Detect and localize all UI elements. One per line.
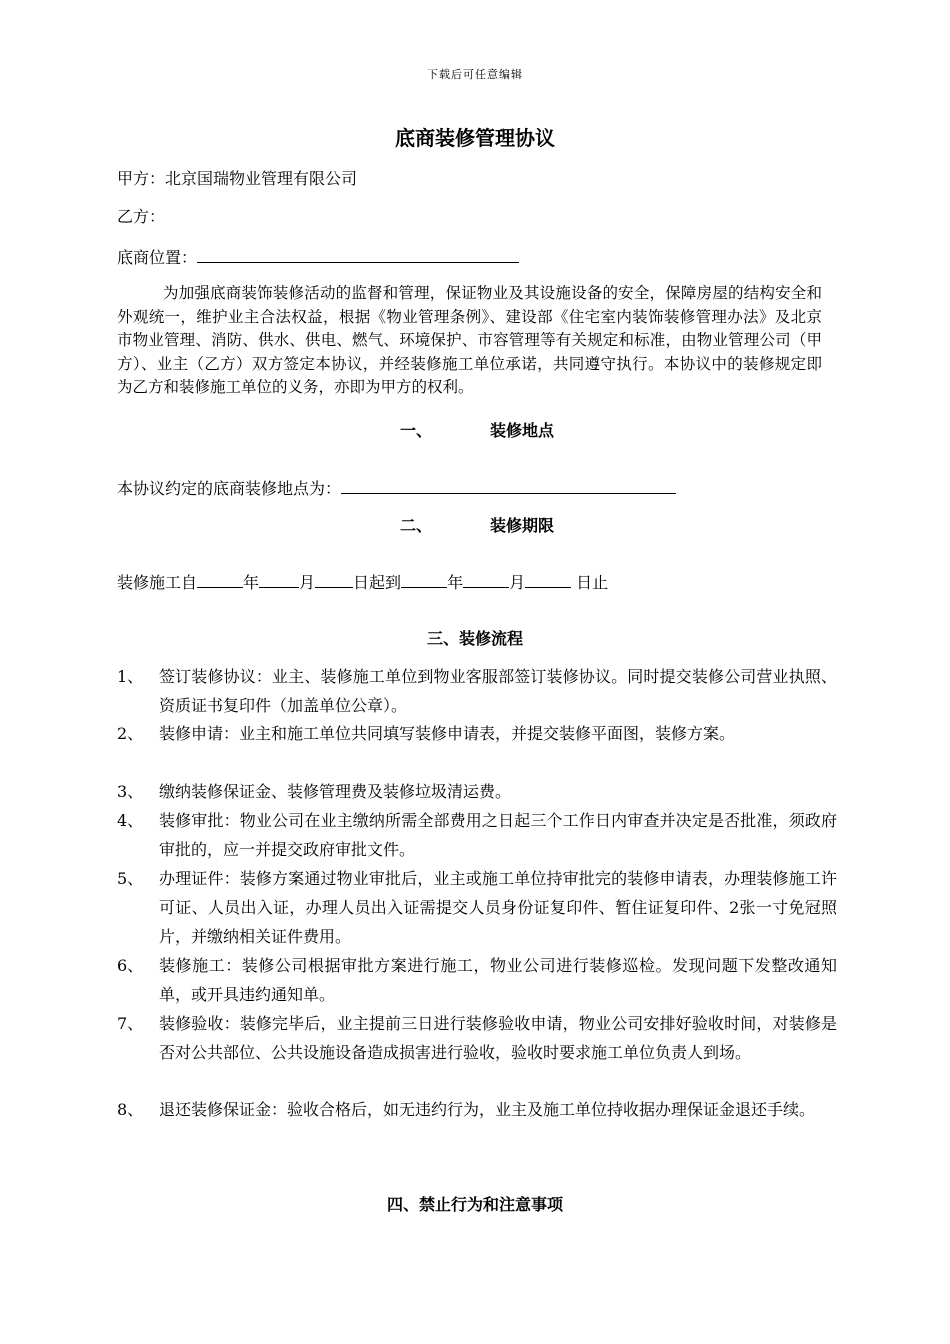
list-item-text: 装修审批：物业公司在业主缴纳所需全部费用之日起三个工作日内审查并决定是否批准，须政府审批的，应一并提交政府审批文件。 [159,811,837,859]
period-month-2: 月 [509,573,526,592]
section-2-heading [0,513,950,536]
header-note: 下载后可任意编辑 [427,68,523,81]
section-1-heading [0,418,950,441]
document-title: 底商装修管理协议 [395,126,555,150]
list-item [117,1095,837,1124]
section-1-number: 一、 [399,421,432,440]
list-item-text: 装修施工：装修公司根据审批方案进行施工，物业公司进行装修巡检。发现问题下发整改通知单，或开具违约通知单。 [159,956,837,1004]
section-3-heading: 三、装修流程 [426,629,523,648]
section-2-number: 二、 [399,516,432,535]
list-item-index: 1、 [117,667,144,686]
period-year-2: 年 [447,573,464,592]
list-item-index: 2、 [117,724,144,743]
period-line [117,569,608,594]
list-item-index: 6、 [117,956,144,975]
list-item-index: 5、 [117,869,144,888]
list-item-text: 办理证件：装修方案通过物业审批后，业主或施工单位持审批完的装修申请表，办理装修施工许可证、人员出入证，办理人员出入证需提交人员身份证复印件、暂住证复印件、2张一寸免冠照片，并缴纳相关证件费用。 [159,869,837,946]
list-item-index: 3、 [117,782,144,801]
list-item [117,662,837,720]
location-label: 底商位置： [117,248,198,267]
list-item-text: 签订装修协议：业主、装修施工单位到物业客服部签订装修协议。同时提交装修公司营业执照、资质证书复印件（加盖单位公章）。 [159,667,837,715]
period-end: 日止 [571,573,609,592]
list-item [117,806,837,864]
site-blank[interactable] [341,475,676,494]
list-item [117,719,837,748]
end-month-blank[interactable] [463,569,509,588]
period-month-1: 月 [299,573,316,592]
list-item-text: 装修申请：业主和施工单位共同填写装修申请表，并提交装修平面图，装修方案。 [159,724,736,743]
list-item-index: 4、 [117,811,144,830]
location-line [117,244,519,269]
start-day-blank[interactable] [315,569,353,588]
list-item-index: 8、 [117,1100,144,1119]
list-item [117,951,837,1009]
section-4-heading: 四、禁止行为和注意事项 [386,1195,563,1214]
list-item [117,777,837,806]
start-year-blank[interactable] [197,569,243,588]
list-item [117,864,837,951]
period-start: 装修施工自 [117,573,198,592]
intro-paragraph: 为加强底商装饰装修活动的监督和管理，保证物业及其设施设备的安全，保障房屋的结构安全和外观统一，维护业主合法权益，根据《物业管理条例》、建设部《住宅室内装饰装修管理办法》及北京市物业管理、消防、供水、供电、燃气、环境保护、市容管理等有关规定和标准，由物业管理公司（甲方）、业主（乙方）双方签定本协议，并经装修施工单位承诺，共同遵守执行。本协议中的装修规定即为乙方和装修施工单位的义务，亦即为甲方的权利。 [117,284,822,397]
party-b-line: 乙方： [117,207,166,226]
list-item-index: 7、 [117,1014,144,1033]
end-day-blank[interactable] [525,569,571,588]
list-item-text: 缴纳装修保证金、装修管理费及装修垃圾清运费。 [159,782,512,801]
site-line [117,475,676,500]
start-month-blank[interactable] [259,569,299,588]
location-blank[interactable] [197,244,519,263]
site-label: 本协议约定的底商装修地点为： [117,479,342,498]
period-year-1: 年 [243,573,260,592]
section-2-title: 装修期限 [489,516,554,535]
list-item [117,1009,837,1067]
period-day-to: 日起到 [353,573,402,592]
list-item-text: 退还装修保证金：验收合格后，如无违约行为，业主及施工单位持收据办理保证金退还手续。 [159,1100,816,1119]
party-a-line: 甲方：北京国瑞物业管理有限公司 [117,169,358,188]
end-year-blank[interactable] [401,569,447,588]
section-1-title: 装修地点 [489,421,554,440]
list-item-text: 装修验收：装修完毕后，业主提前三日进行装修验收申请，物业公司安排好验收时间，对装修是否对公共部位、公共设施设备造成损害进行验收，验收时要求施工单位负责人到场。 [159,1014,837,1062]
